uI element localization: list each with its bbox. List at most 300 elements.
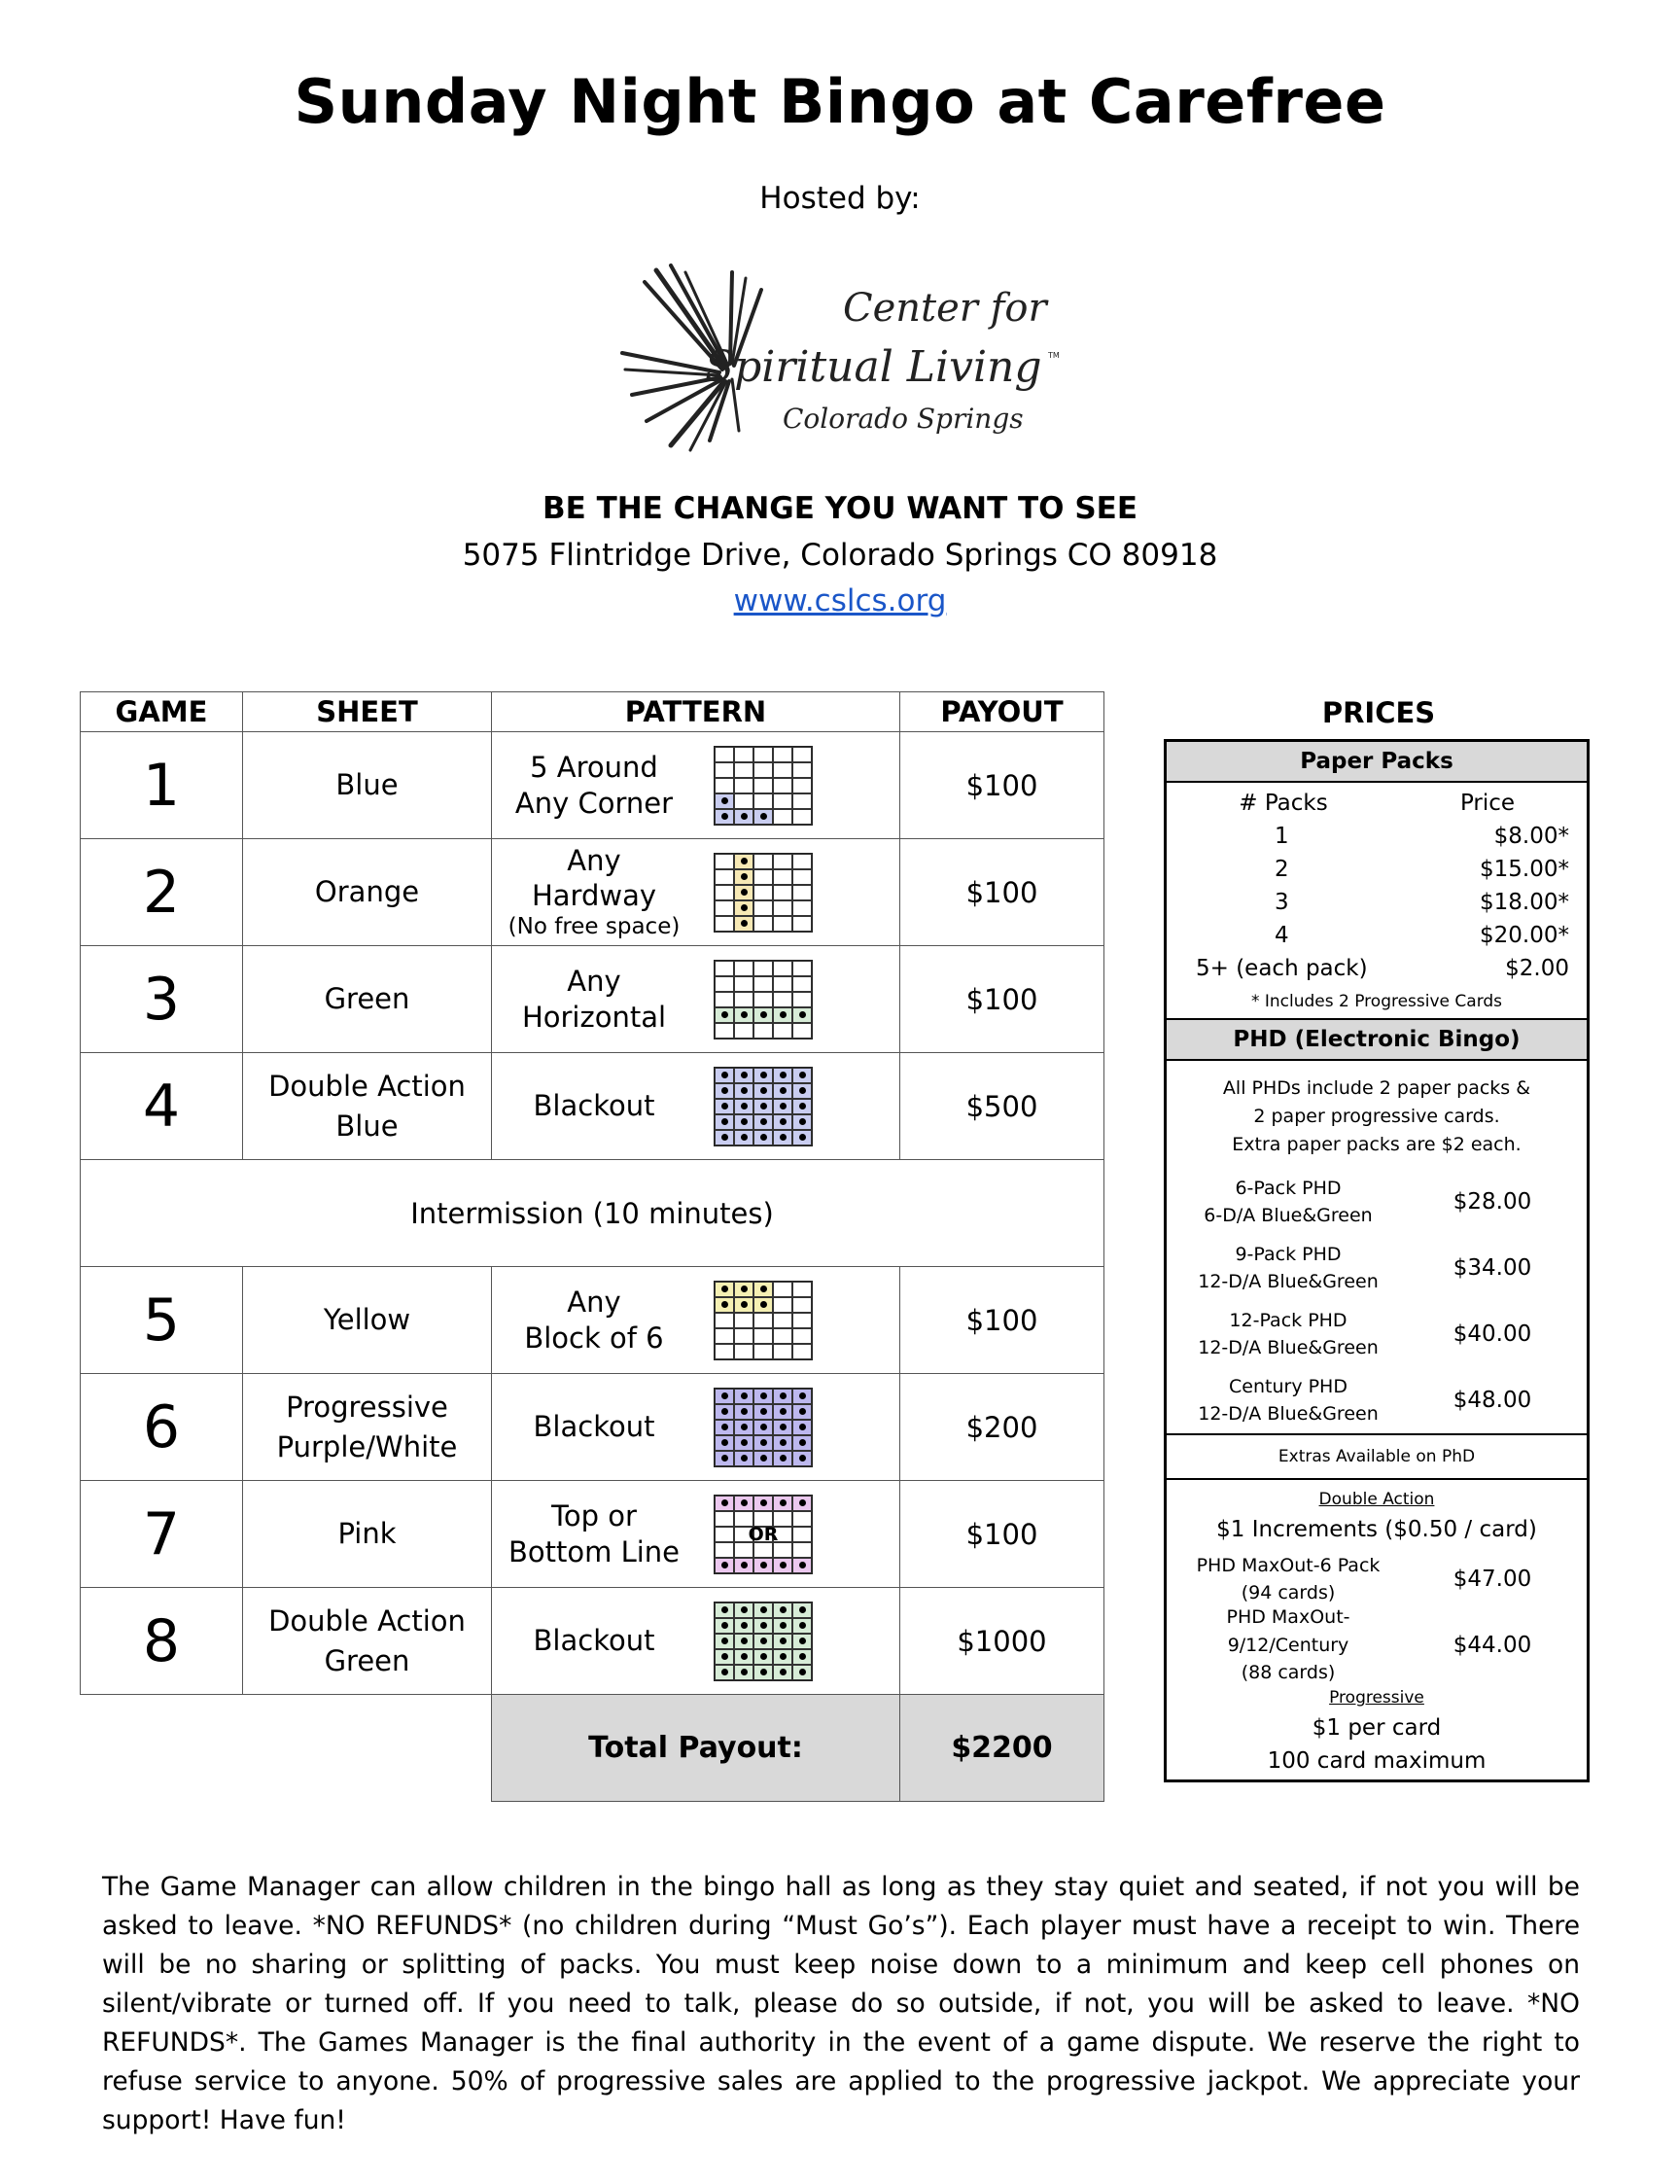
- pattern-dot: [721, 1669, 728, 1675]
- pattern-cell: [792, 961, 812, 976]
- game-row: [81, 1267, 1104, 1374]
- sheet-line: Blue: [335, 768, 399, 802]
- pattern-cell: [792, 1083, 812, 1099]
- option-subtitle: 12-D/A Blue&Green: [1198, 1271, 1379, 1292]
- pattern-dot: [799, 1392, 806, 1399]
- game-payout: $200: [900, 1374, 1104, 1481]
- pattern-dot: [760, 1439, 767, 1446]
- website-link[interactable]: www.cslcs.org: [733, 583, 947, 618]
- pattern-grid: [714, 1388, 813, 1467]
- pattern-cell: [773, 1297, 792, 1313]
- pattern-cell: [792, 1420, 812, 1435]
- pattern-cell: [753, 778, 773, 793]
- pattern-grid: [714, 746, 813, 826]
- pattern-cell: [792, 916, 812, 932]
- pattern-dot: [721, 1499, 728, 1506]
- motto: BE THE CHANGE YOU WANT TO SEE: [542, 491, 1138, 526]
- total-value: $2200: [900, 1695, 1104, 1802]
- pattern-cell: [753, 1007, 773, 1023]
- pattern-cell: [792, 809, 812, 825]
- pattern-cell: [734, 976, 753, 992]
- pattern-cell: [773, 1603, 792, 1618]
- pattern-cell: [715, 1542, 734, 1558]
- pattern-dot: [741, 1606, 748, 1613]
- pattern-cell: [715, 1665, 734, 1680]
- pack-price: $20.00*: [1480, 923, 1569, 948]
- pattern-dot: [760, 1424, 767, 1430]
- pattern-dot: [721, 1087, 728, 1094]
- pattern-grid: [714, 1067, 813, 1146]
- pattern-dot: [721, 1622, 728, 1629]
- header-sheet: SHEET: [243, 692, 492, 732]
- pattern-cell: [792, 1618, 812, 1634]
- pattern-cell: [792, 1282, 812, 1297]
- option-price: $28.00: [1452, 1189, 1532, 1215]
- pattern-cell: [734, 1297, 753, 1313]
- pattern-cell: [753, 916, 773, 932]
- option-subtitle: (88 cards): [1241, 1662, 1336, 1684]
- pattern-cell: [773, 1007, 792, 1023]
- pattern-cell: [715, 793, 734, 809]
- pattern-cell: [773, 992, 792, 1007]
- progressive-line1: $1 per card: [1312, 1715, 1442, 1741]
- pattern-cell: [734, 1328, 753, 1344]
- game-pattern: [492, 839, 900, 946]
- game-payout: $100: [900, 1267, 1104, 1374]
- pattern-text: [492, 964, 696, 1035]
- pattern-cell: [715, 900, 734, 916]
- pattern-cell: [773, 1420, 792, 1435]
- pattern-line: 5 Around: [530, 751, 658, 785]
- games-table: [80, 691, 1104, 1802]
- pattern-cell: [734, 1130, 753, 1145]
- pattern-cell: [715, 809, 734, 825]
- pattern-cell: [773, 747, 792, 762]
- pattern-cell: [734, 869, 753, 885]
- pattern-cell: [792, 976, 812, 992]
- pattern-dot: [741, 1669, 748, 1675]
- pattern-dot: [760, 1072, 767, 1078]
- pattern-cell: [753, 1435, 773, 1451]
- pattern-cell: [753, 992, 773, 1007]
- pattern-cell: [753, 1389, 773, 1404]
- sheet-line: Double Action: [268, 1603, 466, 1638]
- pattern-dot: [741, 813, 748, 820]
- pattern-cell: [753, 1603, 773, 1618]
- pattern-cell: [734, 1451, 753, 1466]
- pattern-dot: [799, 1562, 806, 1568]
- pattern-dot: [721, 1134, 728, 1141]
- price-option-name: [1167, 1175, 1410, 1230]
- pattern-cell: [734, 1496, 753, 1511]
- pattern-cell: [715, 1344, 734, 1359]
- pattern-cell: [715, 762, 734, 778]
- pattern-cell: [773, 762, 792, 778]
- pack-count: 1: [1274, 824, 1289, 849]
- pattern-cell: [773, 916, 792, 932]
- total-label: Total Payout:: [492, 1695, 900, 1802]
- pattern-dot: [780, 1638, 787, 1644]
- pattern-cell: [792, 1496, 812, 1511]
- sunburst-logo-icon: [617, 261, 1074, 455]
- pattern-cell: [792, 1099, 812, 1114]
- pattern-cell: [715, 1435, 734, 1451]
- option-subtitle: 12-D/A Blue&Green: [1198, 1337, 1379, 1358]
- pattern-cell: [753, 1665, 773, 1680]
- pattern-cell: [792, 1558, 812, 1573]
- pattern-cell: [753, 885, 773, 900]
- game-sheet: [243, 732, 492, 839]
- pattern-dot: [799, 1134, 806, 1141]
- phd-heading: PHD (Electronic Bingo): [1167, 1018, 1587, 1061]
- pack-count: 3: [1274, 890, 1289, 915]
- option-subtitle: (94 cards): [1241, 1582, 1336, 1603]
- pattern-cell: [773, 1114, 792, 1130]
- game-pattern: [492, 1588, 900, 1695]
- phd-intro-line2: 2 paper progressive cards.: [1253, 1106, 1500, 1127]
- pattern-dot: [741, 1118, 748, 1125]
- pattern-dot: [721, 1118, 728, 1125]
- logo-line1: Center for: [843, 286, 1047, 331]
- pattern-cell: [753, 854, 773, 869]
- pattern-dot: [780, 1408, 787, 1415]
- pattern-cell: [734, 1649, 753, 1665]
- pattern-dot: [721, 1562, 728, 1568]
- pattern-cell: [753, 1649, 773, 1665]
- game-sheet: [243, 946, 492, 1053]
- pattern-cell: [773, 1558, 792, 1573]
- pattern-note: (No free space): [508, 914, 681, 940]
- pattern-dot: [741, 1424, 748, 1430]
- pattern-cell: [753, 1404, 773, 1420]
- pattern-dot: [721, 813, 728, 820]
- pattern-dot: [799, 1638, 806, 1644]
- option-title: Century PHD: [1229, 1375, 1348, 1397]
- pattern-dot: [741, 1439, 748, 1446]
- game-pattern: [492, 946, 900, 1053]
- pattern-cell: [715, 747, 734, 762]
- pattern-cell: [715, 778, 734, 793]
- game-sheet: [243, 1374, 492, 1481]
- pattern-cell: [734, 1435, 753, 1451]
- pattern-dot: [780, 1669, 787, 1675]
- phd-intro: [1167, 1061, 1587, 1169]
- pattern-cell: [792, 1649, 812, 1665]
- option-price: $48.00: [1452, 1388, 1532, 1413]
- progressive-heading: Progressive: [1329, 1688, 1424, 1708]
- pattern-dot: [721, 1392, 728, 1399]
- game-number: 8: [81, 1588, 243, 1695]
- price-option-name: [1167, 1241, 1410, 1296]
- pattern-cell: [715, 1083, 734, 1099]
- pattern-dot: [760, 1286, 767, 1292]
- pattern-dot: [721, 1103, 728, 1110]
- pattern-cell: [753, 1297, 773, 1313]
- pattern-cell: [715, 916, 734, 932]
- pattern-cell: [792, 992, 812, 1007]
- game-row: [81, 1053, 1104, 1160]
- pattern-cell: [753, 762, 773, 778]
- pattern-wrap: [492, 1388, 899, 1467]
- pattern-wrap: [492, 1495, 899, 1574]
- pattern-cell: [792, 1542, 812, 1558]
- pattern-cell: [792, 1634, 812, 1649]
- game-pattern: [492, 1481, 900, 1588]
- pattern-dot: [780, 1439, 787, 1446]
- pattern-cell: [792, 1511, 812, 1527]
- pattern-cell: [734, 1558, 753, 1573]
- pattern-cell: [773, 1328, 792, 1344]
- pattern-cell: [734, 1389, 753, 1404]
- pattern-cell: [715, 1618, 734, 1634]
- pattern-cell: [753, 1634, 773, 1649]
- game-pattern: [492, 1053, 900, 1160]
- option-title: 6-Pack PHD: [1235, 1177, 1342, 1199]
- header-game: GAME: [81, 692, 243, 732]
- pattern-cell: [773, 1451, 792, 1466]
- logo-line3: Colorado Springs: [783, 403, 1024, 435]
- pattern-cell: [734, 1083, 753, 1099]
- pattern-cell: [734, 1099, 753, 1114]
- intermission-row: [81, 1160, 1104, 1267]
- pattern-cell: [715, 1328, 734, 1344]
- pattern-dot: [721, 1408, 728, 1415]
- pattern-cell: [773, 885, 792, 900]
- pattern-cell: [792, 762, 812, 778]
- price-option-name: [1167, 1307, 1410, 1362]
- pattern-cell: [792, 1114, 812, 1130]
- game-number: 4: [81, 1053, 243, 1160]
- pattern-cell: [734, 854, 753, 869]
- pattern-dot: [780, 1562, 787, 1568]
- game-number: 7: [81, 1481, 243, 1588]
- pattern-dot: [741, 1286, 748, 1292]
- price-option-row: [1167, 1367, 1587, 1433]
- pattern-dot: [760, 813, 767, 820]
- pattern-cell: [734, 747, 753, 762]
- pattern-grid: [714, 1495, 813, 1574]
- sheet-line: Double Action: [268, 1069, 466, 1103]
- pattern-dot: [721, 1638, 728, 1644]
- game-sheet: [243, 1481, 492, 1588]
- pattern-dot: [760, 1011, 767, 1018]
- logo-line2: Spiritual Living: [705, 342, 1042, 392]
- sheet-line: Purple/White: [276, 1429, 458, 1463]
- pattern-cell: [734, 1282, 753, 1297]
- option-title: 9-Pack PHD: [1235, 1243, 1342, 1265]
- paper-packs-columns: [1167, 787, 1587, 820]
- pattern-line: Blackout: [533, 1410, 655, 1444]
- pattern-cell: [753, 1282, 773, 1297]
- pattern-dot: [741, 1103, 748, 1110]
- pattern-cell: [734, 916, 753, 932]
- pattern-grid: [714, 1281, 813, 1360]
- paper-packs-footnote: * Includes 2 Progressive Cards: [1250, 992, 1503, 1011]
- pattern-cell: [753, 1068, 773, 1083]
- option-price: $40.00: [1452, 1321, 1532, 1347]
- pattern-line: Any Corner: [514, 786, 674, 820]
- pack-price: $8.00*: [1493, 824, 1569, 849]
- pattern-grid: [714, 853, 813, 933]
- sheet-line: Orange: [314, 875, 420, 909]
- pattern-dot: [741, 1499, 748, 1506]
- pattern-cell: [715, 961, 734, 976]
- pattern-line: Any: [567, 1286, 621, 1320]
- pattern-dot: [780, 1087, 787, 1094]
- pattern-cell: [734, 900, 753, 916]
- pattern-cell: [792, 1603, 812, 1618]
- pattern-cell: [773, 1435, 792, 1451]
- pattern-cell: [773, 1404, 792, 1420]
- game-sheet: [243, 1053, 492, 1160]
- pattern-dot: [780, 1653, 787, 1660]
- game-payout: $100: [900, 1481, 1104, 1588]
- double-action-heading: Double Action: [1318, 1490, 1435, 1509]
- pattern-wrap: [492, 746, 899, 826]
- total-blank: [81, 1695, 492, 1802]
- game-sheet: [243, 839, 492, 946]
- pattern-dot: [760, 1606, 767, 1613]
- pattern-dot: [799, 1622, 806, 1629]
- pattern-cell: [753, 1114, 773, 1130]
- pattern-cell: [753, 793, 773, 809]
- pattern-cell: [792, 1068, 812, 1083]
- pattern-cell: [753, 1130, 773, 1145]
- pattern-cell: [773, 900, 792, 916]
- price-option-name: [1167, 1552, 1410, 1607]
- pack-count: 2: [1274, 857, 1289, 882]
- address: 5075 Flintridge Drive, Colorado Springs CO 80918: [462, 538, 1218, 573]
- pattern-cell: [715, 992, 734, 1007]
- pattern-cell: [773, 1618, 792, 1634]
- pattern-dot: [799, 1424, 806, 1430]
- pattern-cell: [753, 961, 773, 976]
- price-option-row: [1167, 1169, 1587, 1235]
- paper-pack-row: [1167, 952, 1587, 985]
- pattern-dot: [760, 1087, 767, 1094]
- pattern-dot: [721, 1424, 728, 1430]
- pattern-cell: [773, 1344, 792, 1359]
- pattern-cell: [792, 747, 812, 762]
- pattern-dot: [741, 1087, 748, 1094]
- rules-paragraph: The Game Manager can allow children in the bingo hall as long as they stay quiet and seated, if not you will be asked to leave. *NO REFUNDS* (no children during “Must Go’s”). Each player must have a receipt to win. There will be no sharing or splitting of packs. You must keep noise down to a minimum and keep cell phones on silent/vibrate or turned off. If you need to talk, please do so outside, if not, you will be asked to leave. *NO REFUNDS*. The Games Manager is the final authority in the event of a game dispute. We reserve the right to refuse service to anyone. 50% of progressive sales are applied to the progressive jackpot. We appreciate your support! Have fun!: [102, 1872, 1580, 2135]
- pattern-cell: [773, 1083, 792, 1099]
- pattern-cell: [715, 1313, 734, 1328]
- pattern-cell: [792, 1389, 812, 1404]
- pattern-cell: [753, 1451, 773, 1466]
- pattern-cell: [792, 793, 812, 809]
- pattern-dot: [780, 1392, 787, 1399]
- pattern-cell: [734, 1618, 753, 1634]
- pattern-dot: [799, 1455, 806, 1462]
- pattern-cell: [715, 1068, 734, 1083]
- game-number: 1: [81, 732, 243, 839]
- hosted-by-label: Hosted by:: [759, 181, 921, 216]
- pattern-dot: [741, 1638, 748, 1644]
- pattern-cell: [715, 854, 734, 869]
- sheet-line: Progressive: [286, 1390, 448, 1424]
- pattern-cell: [773, 1130, 792, 1145]
- pattern-dot: [741, 1134, 748, 1141]
- pattern-dot: [741, 1622, 748, 1629]
- pattern-cell: [792, 1344, 812, 1359]
- pack-price: $2.00: [1505, 956, 1569, 981]
- pattern-cell: [715, 1114, 734, 1130]
- sheet-line: Blue: [335, 1109, 399, 1143]
- pattern-cell: [753, 900, 773, 916]
- pattern-cell: [773, 1068, 792, 1083]
- pattern-cell: [792, 1328, 812, 1344]
- pattern-cell: [715, 1404, 734, 1420]
- pattern-cell: [773, 1389, 792, 1404]
- sheet-line: Green: [324, 982, 410, 1016]
- pattern-cell: [773, 1649, 792, 1665]
- pattern-cell: [773, 1099, 792, 1114]
- pattern-cell: [753, 1313, 773, 1328]
- sheet-line: Green: [324, 1643, 410, 1677]
- sheet-line: Pink: [337, 1517, 397, 1551]
- pattern-dot: [780, 1118, 787, 1125]
- game-number: 5: [81, 1267, 243, 1374]
- pattern-dot: [760, 1455, 767, 1462]
- pattern-cell: [715, 869, 734, 885]
- pattern-cell: [734, 1665, 753, 1680]
- pattern-dot: [741, 889, 748, 896]
- col-packs: # Packs: [1239, 791, 1328, 816]
- pattern-cell: [792, 900, 812, 916]
- option-subtitle: 6-D/A Blue&Green: [1204, 1205, 1373, 1226]
- pattern-dot: [760, 1653, 767, 1660]
- logo-trademark: TM: [1048, 351, 1060, 360]
- price-option-row: [1167, 1301, 1587, 1367]
- pattern-cell: [734, 1344, 753, 1359]
- pattern-cell: [715, 1558, 734, 1573]
- header-payout: PAYOUT: [900, 692, 1104, 732]
- game-sheet: [243, 1267, 492, 1374]
- game-row: [81, 839, 1104, 946]
- pattern-line: Any: [567, 843, 621, 877]
- price-option-name: [1167, 1603, 1410, 1687]
- center-for-spiritual-living-logo: [617, 261, 1074, 455]
- option-price: $44.00: [1452, 1633, 1532, 1658]
- pattern-dot: [741, 1408, 748, 1415]
- pattern-text: [492, 1285, 696, 1356]
- game-row: [81, 1588, 1104, 1695]
- pack-count: 4: [1274, 923, 1289, 948]
- double-action-increments: $1 Increments ($0.50 / card): [1216, 1517, 1537, 1542]
- pattern-wrap: [492, 960, 899, 1039]
- game-sheet: [243, 1588, 492, 1695]
- phd-intro-line3: Extra paper packs are $2 each.: [1232, 1134, 1522, 1155]
- game-payout: $100: [900, 732, 1104, 839]
- pattern-line: Horizontal: [521, 1000, 667, 1034]
- option-title: PHD MaxOut-6 Pack: [1196, 1554, 1381, 1576]
- pattern-cell: [773, 1313, 792, 1328]
- pattern-dot: [780, 1499, 787, 1506]
- pattern-cell: [792, 1313, 812, 1328]
- pattern-dot: [760, 1408, 767, 1415]
- pattern-dot: [760, 1118, 767, 1125]
- pattern-cell: [715, 1282, 734, 1297]
- game-payout: $100: [900, 839, 1104, 946]
- pattern-cell: [715, 1420, 734, 1435]
- option-price: $47.00: [1452, 1567, 1532, 1592]
- pattern-dot: [799, 1118, 806, 1125]
- pattern-cell: [753, 869, 773, 885]
- price-option-row: [1167, 1546, 1587, 1612]
- pattern-dot: [741, 1562, 748, 1568]
- pattern-text: [492, 1088, 696, 1123]
